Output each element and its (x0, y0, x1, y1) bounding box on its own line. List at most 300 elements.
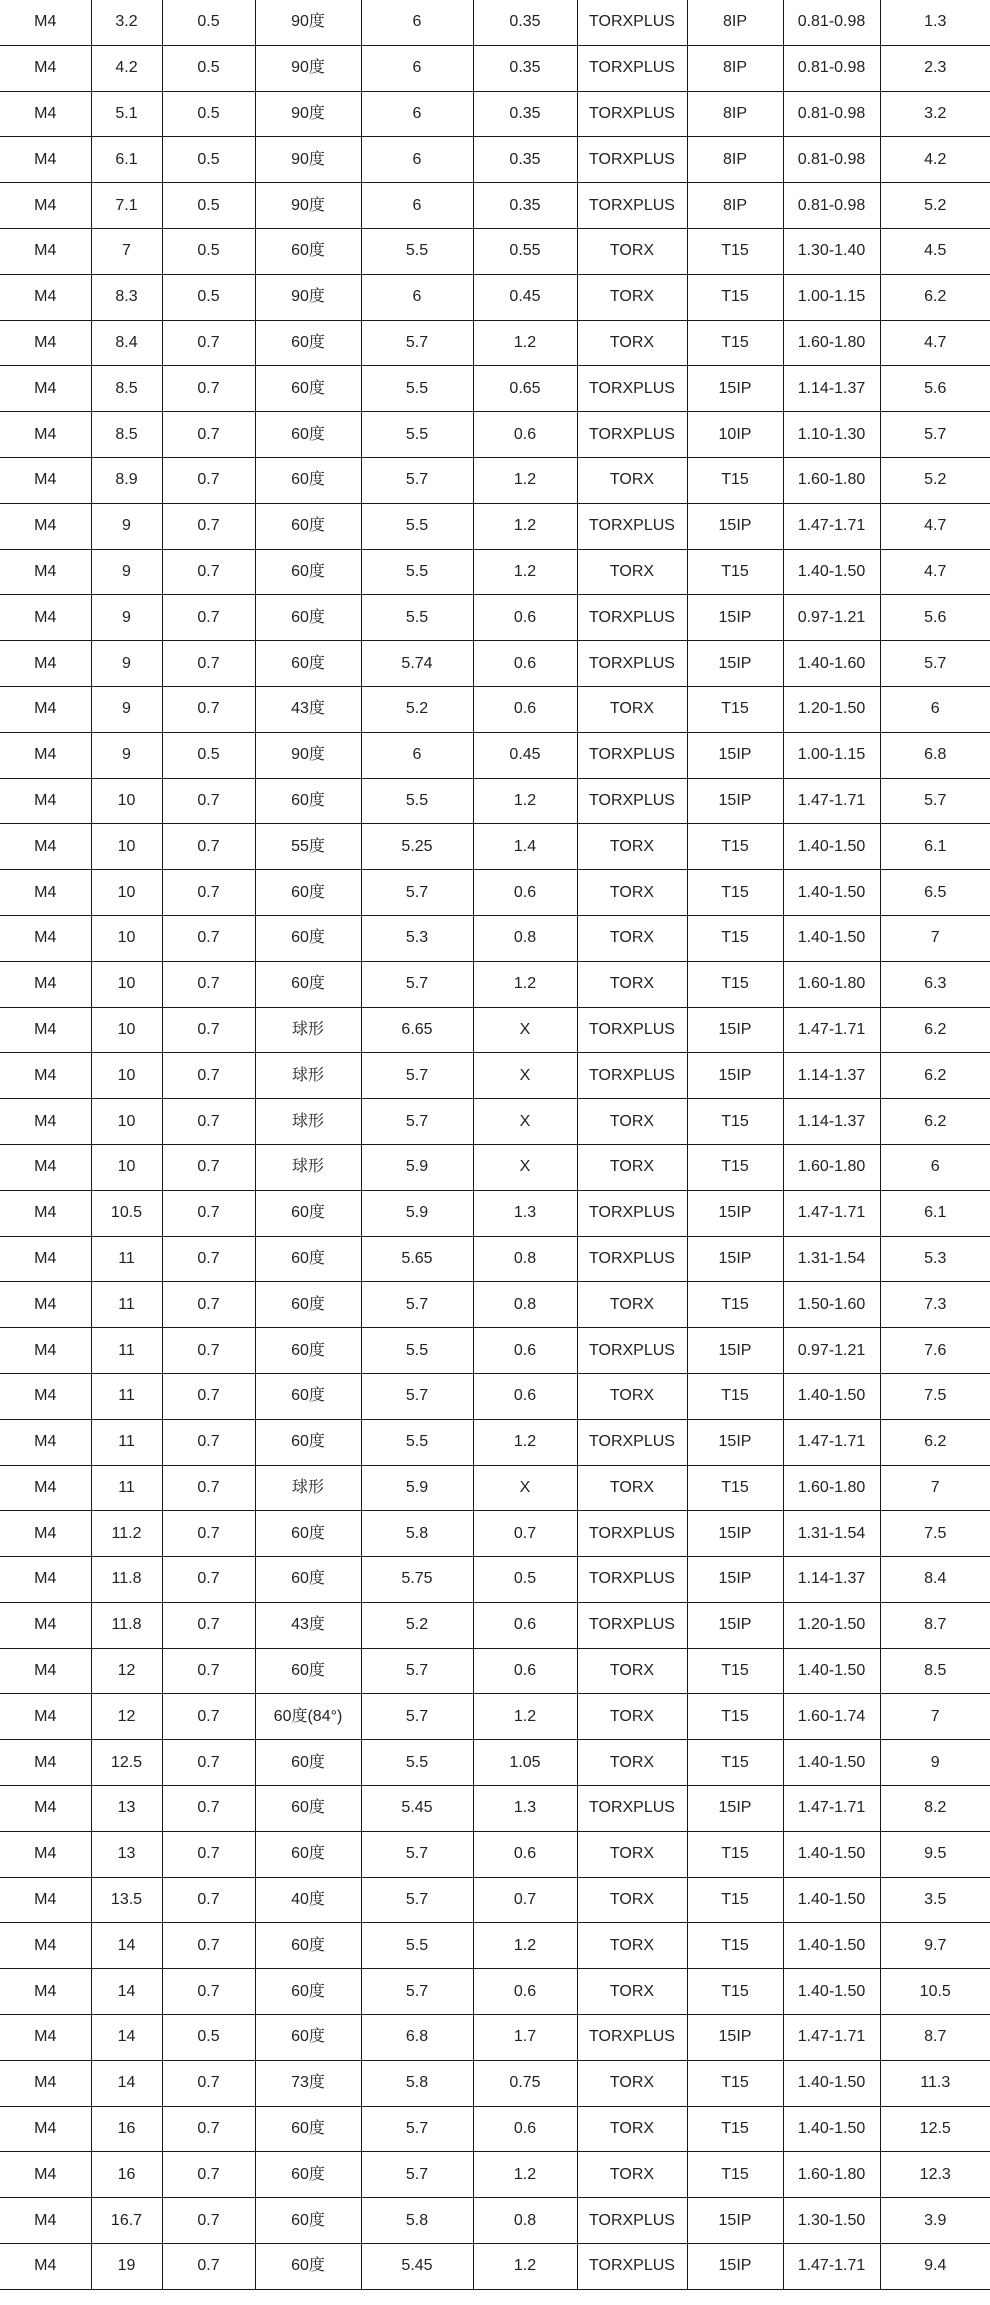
drive-type-cell: TORX (577, 915, 687, 961)
pitch-cell: 0.7 (162, 870, 255, 916)
table-row (0, 412, 990, 458)
table-row (0, 824, 990, 870)
value-cell: 4.2 (880, 137, 990, 183)
drive-type-cell: TORXPLUS (577, 1557, 687, 1603)
range-cell: 1.60-1.80 (783, 1144, 880, 1190)
drive-size-cell: 15IP (687, 1190, 783, 1236)
table-row (0, 1465, 990, 1511)
head-diameter-cell: 5.5 (361, 1740, 473, 1786)
range-cell: 1.40-1.50 (783, 824, 880, 870)
value-cell: 7 (880, 1694, 990, 1740)
head-diameter-cell: 5.7 (361, 1053, 473, 1099)
length-cell: 12 (91, 1648, 162, 1694)
table-row (0, 1557, 990, 1603)
drive-type-cell: TORX (577, 457, 687, 503)
length-cell: 9 (91, 549, 162, 595)
drive-size-cell: 15IP (687, 641, 783, 687)
drive-type-cell: TORXPLUS (577, 641, 687, 687)
range-cell: 1.10-1.30 (783, 412, 880, 458)
length-cell: 6.1 (91, 137, 162, 183)
drive-size-cell: T15 (687, 1648, 783, 1694)
range-cell: 1.40-1.50 (783, 2106, 880, 2152)
table-row (0, 1328, 990, 1374)
value-cell: 7.3 (880, 1282, 990, 1328)
thread-size-cell: M4 (0, 1373, 91, 1419)
head-height-cell: 1.2 (473, 549, 577, 595)
drive-size-cell: 8IP (687, 183, 783, 229)
drive-size-cell: T15 (687, 1694, 783, 1740)
drive-size-cell: T15 (687, 2106, 783, 2152)
drive-type-cell: TORXPLUS (577, 137, 687, 183)
drive-size-cell: 15IP (687, 2198, 783, 2244)
drive-type-cell: TORXPLUS (577, 595, 687, 641)
range-cell: 1.40-1.50 (783, 1923, 880, 1969)
head-diameter-cell: 5.5 (361, 595, 473, 641)
head-angle-cell: 55度 (255, 824, 361, 870)
table-row (0, 1877, 990, 1923)
head-angle-cell: 60度 (255, 1969, 361, 2015)
pitch-cell: 0.7 (162, 1373, 255, 1419)
table-row (0, 457, 990, 503)
head-angle-cell: 60度 (255, 870, 361, 916)
pitch-cell: 0.7 (162, 503, 255, 549)
head-diameter-cell: 5.7 (361, 870, 473, 916)
head-angle-cell: 90度 (255, 0, 361, 45)
head-angle-cell: 球形 (255, 1144, 361, 1190)
table-row (0, 1740, 990, 1786)
drive-size-cell: 8IP (687, 137, 783, 183)
pitch-cell: 0.5 (162, 274, 255, 320)
range-cell: 0.81-0.98 (783, 0, 880, 45)
head-diameter-cell: 5.7 (361, 961, 473, 1007)
range-cell: 0.97-1.21 (783, 1328, 880, 1374)
table-row (0, 1144, 990, 1190)
table-row (0, 2060, 990, 2106)
pitch-cell: 0.5 (162, 732, 255, 778)
range-cell: 1.30-1.40 (783, 228, 880, 274)
head-angle-cell: 60度 (255, 1557, 361, 1603)
range-cell: 0.81-0.98 (783, 137, 880, 183)
head-diameter-cell: 6 (361, 91, 473, 137)
drive-type-cell: TORX (577, 1648, 687, 1694)
drive-type-cell: TORXPLUS (577, 412, 687, 458)
drive-type-cell: TORX (577, 824, 687, 870)
thread-size-cell: M4 (0, 1969, 91, 2015)
drive-size-cell: 15IP (687, 778, 783, 824)
pitch-cell: 0.7 (162, 1511, 255, 1557)
pitch-cell: 0.7 (162, 1099, 255, 1145)
thread-size-cell: M4 (0, 91, 91, 137)
value-cell: 6 (880, 1144, 990, 1190)
table-row (0, 595, 990, 641)
thread-size-cell: M4 (0, 412, 91, 458)
drive-size-cell: 8IP (687, 91, 783, 137)
drive-size-cell: T15 (687, 961, 783, 1007)
head-height-cell: X (473, 1053, 577, 1099)
head-diameter-cell: 5.7 (361, 1282, 473, 1328)
head-angle-cell: 43度 (255, 1602, 361, 1648)
range-cell: 1.47-1.71 (783, 2244, 880, 2290)
drive-type-cell: TORXPLUS (577, 2244, 687, 2290)
range-cell: 1.47-1.71 (783, 2015, 880, 2061)
head-diameter-cell: 5.45 (361, 2244, 473, 2290)
pitch-cell: 0.7 (162, 1923, 255, 1969)
drive-size-cell: 15IP (687, 595, 783, 641)
pitch-cell: 0.7 (162, 2060, 255, 2106)
head-diameter-cell: 5.8 (361, 2198, 473, 2244)
range-cell: 1.60-1.80 (783, 320, 880, 366)
head-diameter-cell: 5.2 (361, 686, 473, 732)
table-row (0, 2198, 990, 2244)
head-height-cell: 1.3 (473, 1786, 577, 1832)
length-cell: 14 (91, 1923, 162, 1969)
head-height-cell: 1.2 (473, 457, 577, 503)
head-angle-cell: 60度 (255, 2244, 361, 2290)
table-row (0, 1053, 990, 1099)
head-height-cell: 0.6 (473, 641, 577, 687)
length-cell: 10 (91, 1053, 162, 1099)
table-row (0, 2015, 990, 2061)
thread-size-cell: M4 (0, 870, 91, 916)
length-cell: 3.2 (91, 0, 162, 45)
pitch-cell: 0.7 (162, 2198, 255, 2244)
head-diameter-cell: 5.25 (361, 824, 473, 870)
pitch-cell: 0.7 (162, 1831, 255, 1877)
value-cell: 6.2 (880, 1099, 990, 1145)
pitch-cell: 0.7 (162, 366, 255, 412)
length-cell: 14 (91, 1969, 162, 2015)
drive-size-cell: T15 (687, 915, 783, 961)
head-height-cell: 0.6 (473, 1969, 577, 2015)
head-height-cell: 0.35 (473, 45, 577, 91)
thread-size-cell: M4 (0, 961, 91, 1007)
pitch-cell: 0.5 (162, 2015, 255, 2061)
thread-size-cell: M4 (0, 732, 91, 778)
range-cell: 1.40-1.50 (783, 915, 880, 961)
table-row (0, 1831, 990, 1877)
length-cell: 8.4 (91, 320, 162, 366)
drive-type-cell: TORX (577, 1694, 687, 1740)
table-row (0, 1694, 990, 1740)
head-height-cell: 0.35 (473, 137, 577, 183)
drive-size-cell: T15 (687, 1373, 783, 1419)
drive-type-cell: TORXPLUS (577, 1053, 687, 1099)
drive-size-cell: T15 (687, 1969, 783, 2015)
drive-size-cell: T15 (687, 274, 783, 320)
head-diameter-cell: 6.65 (361, 1007, 473, 1053)
length-cell: 14 (91, 2015, 162, 2061)
head-diameter-cell: 5.7 (361, 1648, 473, 1694)
length-cell: 13 (91, 1831, 162, 1877)
head-height-cell: 1.2 (473, 2244, 577, 2290)
head-height-cell: 0.7 (473, 1877, 577, 1923)
value-cell: 9.7 (880, 1923, 990, 1969)
thread-size-cell: M4 (0, 824, 91, 870)
pitch-cell: 0.7 (162, 1740, 255, 1786)
value-cell: 5.2 (880, 183, 990, 229)
drive-type-cell: TORXPLUS (577, 1007, 687, 1053)
drive-size-cell: 15IP (687, 503, 783, 549)
head-angle-cell: 球形 (255, 1465, 361, 1511)
range-cell: 1.31-1.54 (783, 1511, 880, 1557)
table-row (0, 137, 990, 183)
head-height-cell: X (473, 1465, 577, 1511)
value-cell: 12.3 (880, 2152, 990, 2198)
head-height-cell: X (473, 1007, 577, 1053)
thread-size-cell: M4 (0, 320, 91, 366)
value-cell: 9 (880, 1740, 990, 1786)
thread-size-cell: M4 (0, 228, 91, 274)
pitch-cell: 0.7 (162, 1236, 255, 1282)
head-angle-cell: 90度 (255, 183, 361, 229)
table-row (0, 1511, 990, 1557)
drive-size-cell: T15 (687, 824, 783, 870)
table-row (0, 0, 990, 45)
length-cell: 16.7 (91, 2198, 162, 2244)
value-cell: 8.5 (880, 1648, 990, 1694)
value-cell: 6.1 (880, 1190, 990, 1236)
head-diameter-cell: 5.7 (361, 1877, 473, 1923)
thread-size-cell: M4 (0, 2015, 91, 2061)
head-height-cell: 1.4 (473, 824, 577, 870)
drive-size-cell: T15 (687, 1831, 783, 1877)
pitch-cell: 0.5 (162, 183, 255, 229)
drive-type-cell: TORX (577, 2106, 687, 2152)
thread-size-cell: M4 (0, 1648, 91, 1694)
thread-size-cell: M4 (0, 1877, 91, 1923)
table-row (0, 1099, 990, 1145)
head-angle-cell: 60度 (255, 549, 361, 595)
thread-size-cell: M4 (0, 1007, 91, 1053)
table-row (0, 91, 990, 137)
head-angle-cell: 90度 (255, 45, 361, 91)
value-cell: 3.9 (880, 2198, 990, 2244)
head-angle-cell: 球形 (255, 1053, 361, 1099)
range-cell: 1.50-1.60 (783, 1282, 880, 1328)
head-diameter-cell: 6 (361, 0, 473, 45)
head-diameter-cell: 5.9 (361, 1190, 473, 1236)
drive-size-cell: 15IP (687, 732, 783, 778)
drive-size-cell: T15 (687, 1740, 783, 1786)
thread-size-cell: M4 (0, 915, 91, 961)
head-diameter-cell: 5.5 (361, 503, 473, 549)
value-cell: 5.7 (880, 641, 990, 687)
head-diameter-cell: 5.5 (361, 1328, 473, 1374)
head-angle-cell: 40度 (255, 1877, 361, 1923)
length-cell: 8.5 (91, 366, 162, 412)
length-cell: 12 (91, 1694, 162, 1740)
length-cell: 10 (91, 870, 162, 916)
thread-size-cell: M4 (0, 366, 91, 412)
head-angle-cell: 60度 (255, 2015, 361, 2061)
drive-size-cell: 10IP (687, 412, 783, 458)
length-cell: 13 (91, 1786, 162, 1832)
head-height-cell: 0.5 (473, 1557, 577, 1603)
head-height-cell: 0.6 (473, 1602, 577, 1648)
value-cell: 6.2 (880, 1053, 990, 1099)
head-diameter-cell: 5.5 (361, 1923, 473, 1969)
head-height-cell: 1.2 (473, 1923, 577, 1969)
head-angle-cell: 60度 (255, 503, 361, 549)
head-angle-cell: 60度 (255, 412, 361, 458)
value-cell: 9.5 (880, 1831, 990, 1877)
length-cell: 10 (91, 778, 162, 824)
head-diameter-cell: 5.9 (361, 1144, 473, 1190)
range-cell: 1.60-1.80 (783, 1465, 880, 1511)
pitch-cell: 0.7 (162, 320, 255, 366)
head-diameter-cell: 5.75 (361, 1557, 473, 1603)
drive-type-cell: TORXPLUS (577, 778, 687, 824)
pitch-cell: 0.7 (162, 961, 255, 1007)
head-angle-cell: 60度 (255, 915, 361, 961)
head-angle-cell: 60度 (255, 641, 361, 687)
head-angle-cell: 90度 (255, 732, 361, 778)
value-cell: 7.5 (880, 1373, 990, 1419)
drive-type-cell: TORXPLUS (577, 91, 687, 137)
value-cell: 7.5 (880, 1511, 990, 1557)
value-cell: 1.3 (880, 0, 990, 45)
thread-size-cell: M4 (0, 778, 91, 824)
thread-size-cell: M4 (0, 1831, 91, 1877)
table-row (0, 2152, 990, 2198)
drive-type-cell: TORX (577, 686, 687, 732)
pitch-cell: 0.7 (162, 1282, 255, 1328)
pitch-cell: 0.7 (162, 2152, 255, 2198)
head-height-cell: 0.6 (473, 2106, 577, 2152)
thread-size-cell: M4 (0, 641, 91, 687)
head-height-cell: 0.6 (473, 1328, 577, 1374)
head-diameter-cell: 6 (361, 732, 473, 778)
value-cell: 7 (880, 1465, 990, 1511)
head-diameter-cell: 6 (361, 183, 473, 229)
length-cell: 9 (91, 595, 162, 641)
thread-size-cell: M4 (0, 1923, 91, 1969)
drive-type-cell: TORX (577, 274, 687, 320)
length-cell: 11.8 (91, 1557, 162, 1603)
value-cell: 10.5 (880, 1969, 990, 2015)
head-angle-cell: 球形 (255, 1007, 361, 1053)
head-angle-cell: 60度 (255, 1373, 361, 1419)
head-height-cell: 0.6 (473, 1831, 577, 1877)
table-row (0, 1786, 990, 1832)
value-cell: 6.1 (880, 824, 990, 870)
head-diameter-cell: 5.5 (361, 366, 473, 412)
range-cell: 1.40-1.50 (783, 1740, 880, 1786)
pitch-cell: 0.7 (162, 641, 255, 687)
head-height-cell: 0.55 (473, 228, 577, 274)
head-angle-cell: 60度 (255, 2198, 361, 2244)
head-angle-cell: 90度 (255, 91, 361, 137)
drive-size-cell: 8IP (687, 0, 783, 45)
length-cell: 7.1 (91, 183, 162, 229)
head-diameter-cell: 5.7 (361, 320, 473, 366)
table-row (0, 686, 990, 732)
table-row (0, 1282, 990, 1328)
drive-type-cell: TORX (577, 2060, 687, 2106)
table-row (0, 778, 990, 824)
drive-type-cell: TORXPLUS (577, 2015, 687, 2061)
table-row (0, 366, 990, 412)
drive-size-cell: 15IP (687, 1786, 783, 1832)
value-cell: 4.5 (880, 228, 990, 274)
table-row (0, 228, 990, 274)
value-cell: 6 (880, 686, 990, 732)
range-cell: 1.60-1.74 (783, 1694, 880, 1740)
drive-size-cell: T15 (687, 870, 783, 916)
length-cell: 10 (91, 1144, 162, 1190)
drive-type-cell: TORXPLUS (577, 45, 687, 91)
thread-size-cell: M4 (0, 1236, 91, 1282)
value-cell: 4.7 (880, 503, 990, 549)
head-height-cell: 1.2 (473, 2152, 577, 2198)
length-cell: 10 (91, 915, 162, 961)
head-diameter-cell: 5.5 (361, 228, 473, 274)
drive-type-cell: TORXPLUS (577, 1602, 687, 1648)
table-row (0, 1373, 990, 1419)
range-cell: 1.40-1.50 (783, 549, 880, 595)
pitch-cell: 0.7 (162, 1190, 255, 1236)
table-row (0, 870, 990, 916)
range-cell: 1.40-1.50 (783, 2060, 880, 2106)
value-cell: 3.5 (880, 1877, 990, 1923)
head-diameter-cell: 5.7 (361, 1373, 473, 1419)
head-height-cell: 0.8 (473, 1282, 577, 1328)
head-height-cell: 1.2 (473, 961, 577, 1007)
range-cell: 1.20-1.50 (783, 1602, 880, 1648)
drive-type-cell: TORXPLUS (577, 0, 687, 45)
thread-size-cell: M4 (0, 686, 91, 732)
head-height-cell: 1.3 (473, 1190, 577, 1236)
length-cell: 13.5 (91, 1877, 162, 1923)
range-cell: 1.40-1.50 (783, 1373, 880, 1419)
head-angle-cell: 60度 (255, 1282, 361, 1328)
pitch-cell: 0.7 (162, 686, 255, 732)
thread-size-cell: M4 (0, 1144, 91, 1190)
head-height-cell: 1.2 (473, 320, 577, 366)
drive-size-cell: T15 (687, 2060, 783, 2106)
table-row (0, 1648, 990, 1694)
pitch-cell: 0.7 (162, 1465, 255, 1511)
range-cell: 1.40-1.50 (783, 1831, 880, 1877)
pitch-cell: 0.7 (162, 2244, 255, 2290)
value-cell: 5.6 (880, 366, 990, 412)
head-height-cell: 0.8 (473, 915, 577, 961)
head-angle-cell: 60度 (255, 961, 361, 1007)
pitch-cell: 0.7 (162, 1328, 255, 1374)
range-cell: 1.47-1.71 (783, 778, 880, 824)
value-cell: 9.4 (880, 2244, 990, 2290)
head-diameter-cell: 5.2 (361, 1602, 473, 1648)
pitch-cell: 0.7 (162, 595, 255, 641)
range-cell: 1.60-1.80 (783, 961, 880, 1007)
pitch-cell: 0.7 (162, 1557, 255, 1603)
head-height-cell: 1.7 (473, 2015, 577, 2061)
table-row (0, 45, 990, 91)
length-cell: 11 (91, 1465, 162, 1511)
head-angle-cell: 60度 (255, 1740, 361, 1786)
head-height-cell: X (473, 1099, 577, 1145)
table-row (0, 274, 990, 320)
pitch-cell: 0.7 (162, 2106, 255, 2152)
drive-type-cell: TORX (577, 320, 687, 366)
pitch-cell: 0.7 (162, 412, 255, 458)
drive-type-cell: TORX (577, 228, 687, 274)
pitch-cell: 0.5 (162, 0, 255, 45)
head-height-cell: 0.35 (473, 0, 577, 45)
length-cell: 5.1 (91, 91, 162, 137)
length-cell: 11.2 (91, 1511, 162, 1557)
value-cell: 6.3 (880, 961, 990, 1007)
